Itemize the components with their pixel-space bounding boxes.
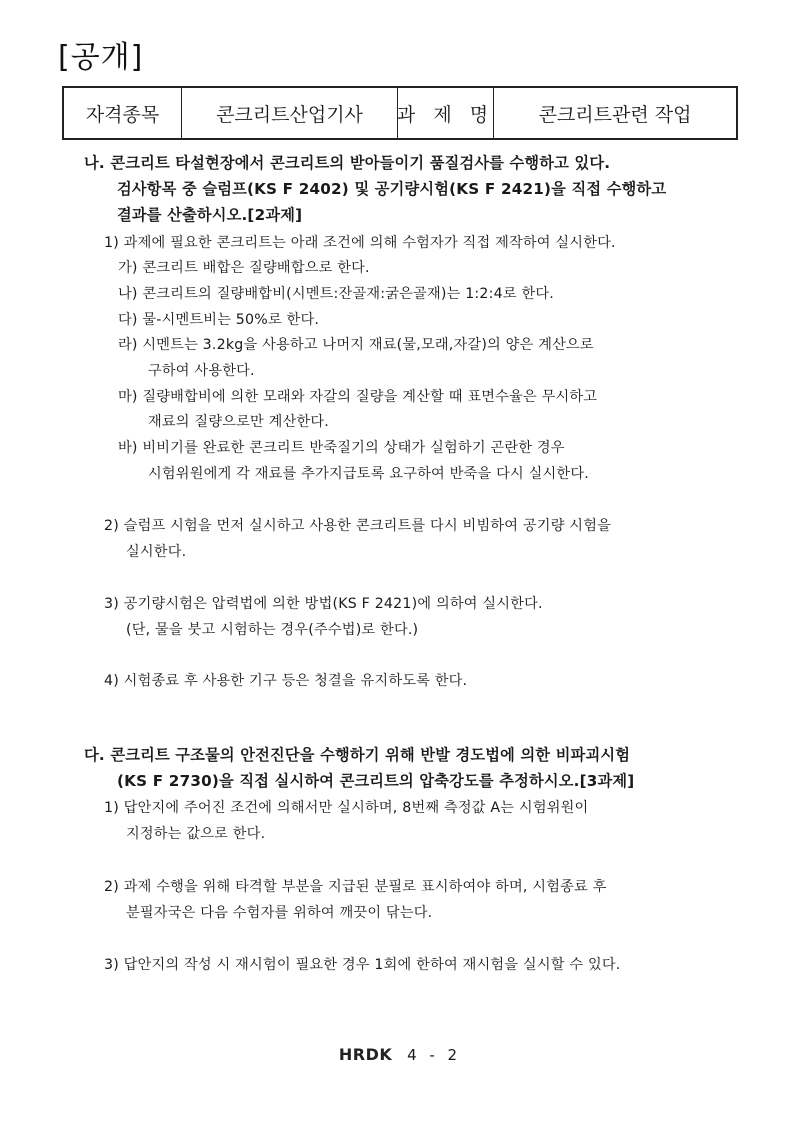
na-item-1: 1) 과제에 필요한 콘크리트는 아래 조건에 의해 수험자가 직접 제작하여 실시한다. (104, 235, 616, 251)
page-footer (0, 1045, 800, 1064)
section-na-heading-line2: 검사항목 중 슬럼프(KS F 2402) 및 공기량시험(KS F 2421)을 직접 수행하고 (117, 180, 667, 198)
task-name-label: 과 제 명 (398, 88, 494, 138)
da-item-2-cont: 분필자국은 다음 수험자를 위하여 깨끗이 닦는다. (126, 905, 433, 921)
disclosure-tag: [공개] (58, 40, 144, 75)
na-subitem-ba: 바) 비비기를 완료한 콘크리트 반죽질기의 상태가 실험하기 곤란한 경우 (118, 440, 565, 456)
na-item-3: 3) 공기량시험은 압력법에 의한 방법(KS F 2421)에 의하여 실시한다. (104, 596, 543, 612)
na-subitem-ra: 라) 시멘트는 3.2kg을 사용하고 나머지 재료(물,모래,자갈)의 양은 계산으로 (118, 337, 594, 353)
na-subitem-da: 다) 물-시멘트비는 50%로 한다. (118, 312, 320, 328)
na-item-3-cont: (단, 물을 붓고 시험하는 경우(주수법)로 한다.) (126, 622, 419, 638)
section-na-heading-line3: 결과를 산출하시오.[2과제] (117, 206, 303, 224)
na-subitem-na: 나) 콘크리트의 질량배합비(시멘트:잔골재:굵은골재)는 1:2:4로 한다. (118, 286, 554, 302)
exam-info-table (62, 86, 738, 140)
da-item-1: 1) 답안지에 주어진 조건에 의해서만 실시하며, 8번째 측정값 A는 시험위원이 (104, 800, 589, 816)
qualification-label: 자격종목 (64, 88, 182, 138)
da-item-3: 3) 답안지의 작성 시 재시험이 필요한 경우 1회에 한하여 재시험을 실시할 수 있다. (104, 957, 621, 973)
na-subitem-ma: 마) 질량배합비에 의한 모래와 자갈의 질량을 계산할 때 표면수율은 무시하고 (118, 389, 598, 405)
na-item-2: 2) 슬럼프 시험을 먼저 실시하고 사용한 콘크리트를 다시 비빔하여 공기량 시험을 (104, 518, 612, 534)
hrdk-logo: HRDK (338, 1045, 393, 1064)
na-subitem-ma-cont: 재료의 질량으로만 계산한다. (148, 414, 329, 430)
na-item-4: 4) 시험종료 후 사용한 기구 등은 청결을 유지하도록 한다. (104, 673, 468, 689)
section-da-heading: 다. 콘크리트 구조물의 안전진단을 수행하기 위해 반발 경도법에 의한 비파괴시험 (84, 746, 631, 764)
section-na-heading: 나. 콘크리트 타설현장에서 콘크리트의 받아들이기 품질검사를 수행하고 있다. (84, 154, 611, 172)
da-item-2: 2) 과제 수행을 위해 타격할 부분을 지급된 분필로 표시하여야 하며, 시험종료 후 (104, 879, 607, 895)
task-name-value: 콘크리트관련 작업 (538, 103, 692, 126)
section-da-heading-line2: (KS F 2730)을 직접 실시하여 콘크리트의 압축강도를 추정하시오.[3과제] (117, 772, 635, 790)
page-number: 4 - 2 (407, 1046, 462, 1064)
qualification-value: 콘크리트산업기사 (182, 88, 398, 138)
na-item-2-cont: 실시한다. (126, 544, 187, 560)
na-subitem-ga: 가) 콘크리트 배합은 질량배합으로 한다. (118, 260, 370, 276)
da-item-1-cont: 지정하는 값으로 한다. (126, 826, 266, 842)
na-subitem-ba-cont: 시험위원에게 각 재료를 추가지급토록 요구하여 반죽을 다시 실시한다. (148, 466, 589, 482)
na-subitem-ra-cont: 구하여 사용한다. (148, 363, 255, 379)
